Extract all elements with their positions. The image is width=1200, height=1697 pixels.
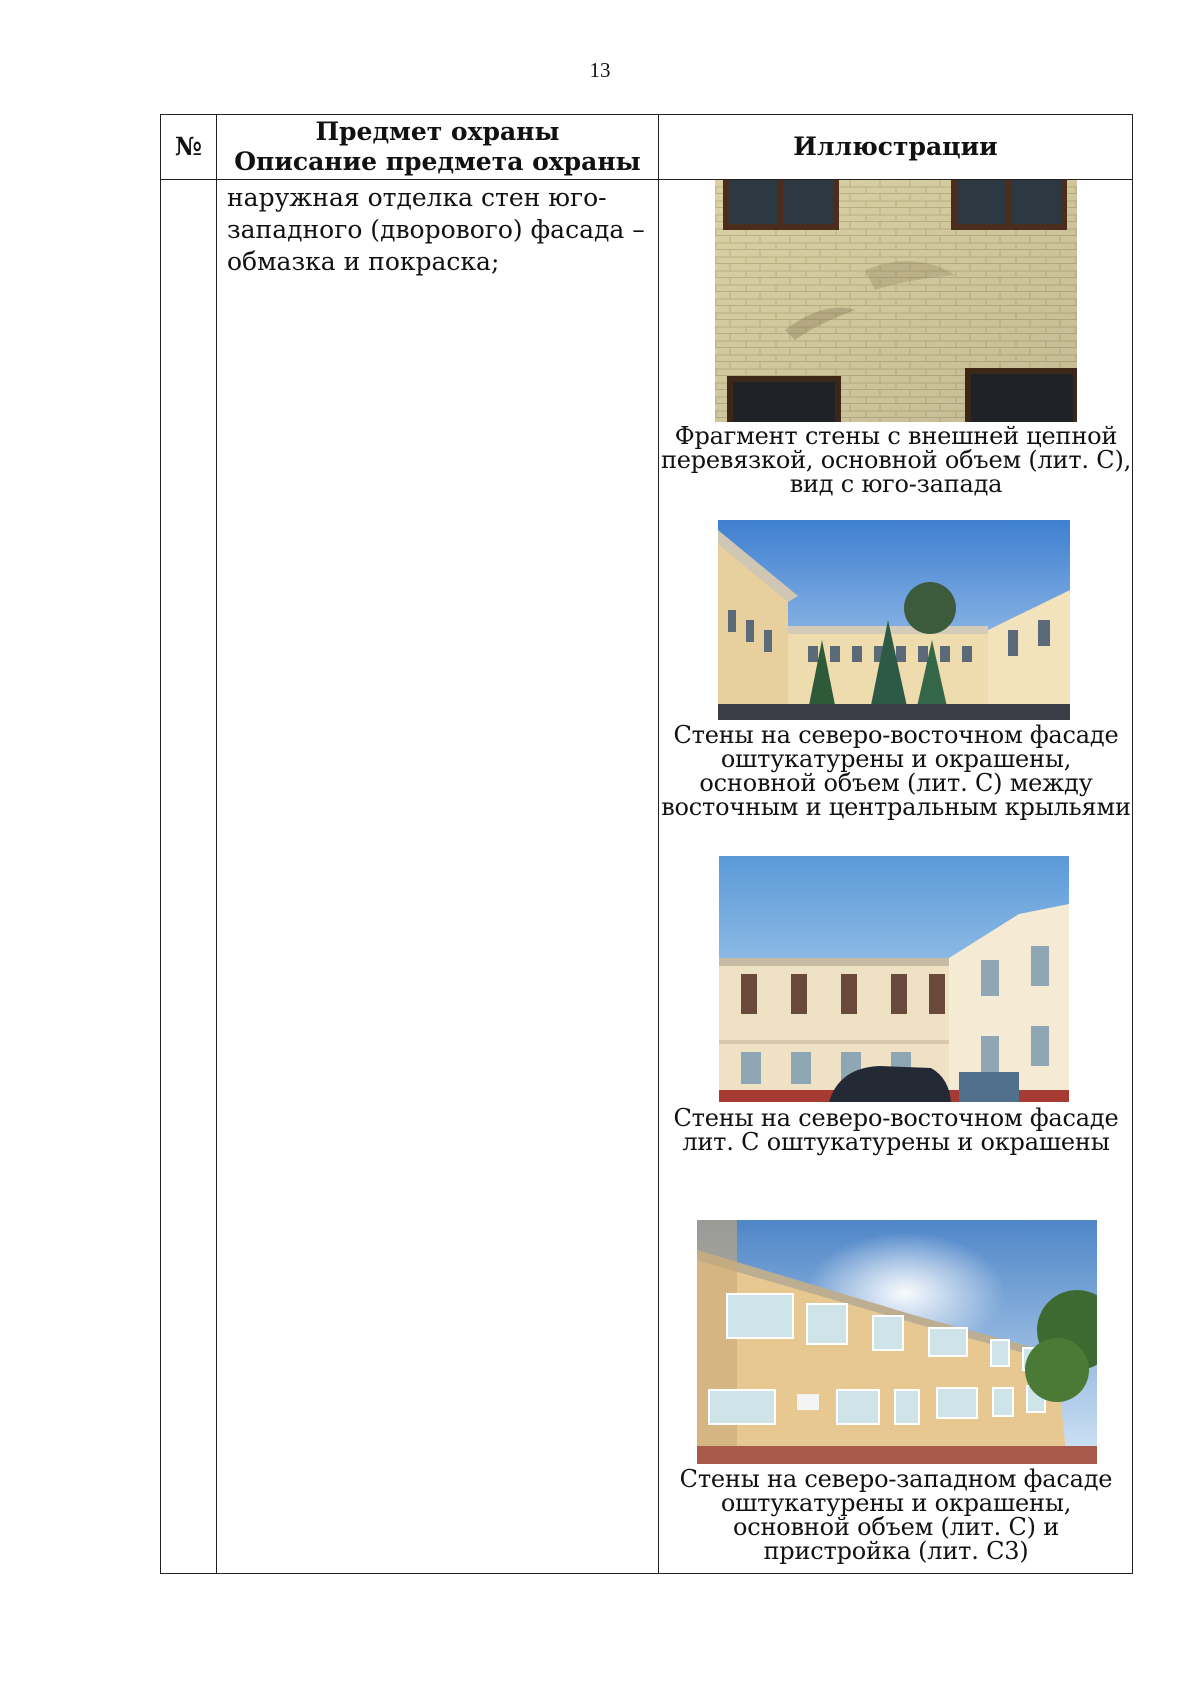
figure-4-caption: [659, 1467, 1133, 1563]
caption-line: оштукатурены и окрашены,: [720, 1489, 1072, 1517]
figure-2-caption: [659, 723, 1133, 819]
header-subject: [217, 115, 659, 180]
caption-line: основной объем (лит. С) и: [732, 1513, 1060, 1541]
table-row: [161, 180, 1133, 1574]
caption-line: Фрагмент стены с внешней цепной: [674, 422, 1118, 450]
caption-line: вид с юго-запада: [789, 470, 1003, 498]
row-number-cell: [161, 180, 217, 1574]
caption-line: восточным и центральным крыльями: [661, 793, 1131, 821]
caption-line: лит. С оштукатурены и окрашены: [682, 1128, 1110, 1156]
row-description: наружная отделка стен юго-западного (дворового) фасада – обмазка и покраска;: [217, 180, 659, 1574]
page-number: 13: [589, 58, 611, 82]
header-subject-description: Описание предмета охраны: [234, 147, 641, 176]
figure-3-caption: [659, 1106, 1133, 1154]
illustrations-cell: [659, 180, 1133, 1574]
caption-line: оштукатурены и окрашены,: [720, 745, 1072, 773]
caption-line: Стены на северо-западном фасаде: [679, 1465, 1113, 1493]
courtyard-facade-photo: [718, 520, 1070, 720]
header-subject-title: Предмет охраны: [315, 117, 560, 146]
caption-line: Стены на северо-восточном фасаде: [673, 721, 1119, 749]
figure-1-caption: [659, 424, 1133, 496]
caption-line: пристройка (лит. С3): [763, 1537, 1029, 1565]
northwest-facade-photo: [697, 1220, 1097, 1464]
table-header-row: [161, 115, 1133, 180]
northeast-facade-photo: [719, 856, 1069, 1102]
header-number: №: [161, 115, 217, 180]
brick-wall-photo: [715, 180, 1077, 422]
header-illustrations: Иллюстрации: [659, 115, 1133, 180]
caption-line: основной объем (лит. С) между: [699, 769, 1093, 797]
caption-line: Стены на северо-восточном фасаде: [673, 1104, 1119, 1132]
caption-line: перевязкой, основной объем (лит. С),: [660, 446, 1132, 474]
protection-table: [160, 114, 1133, 1574]
